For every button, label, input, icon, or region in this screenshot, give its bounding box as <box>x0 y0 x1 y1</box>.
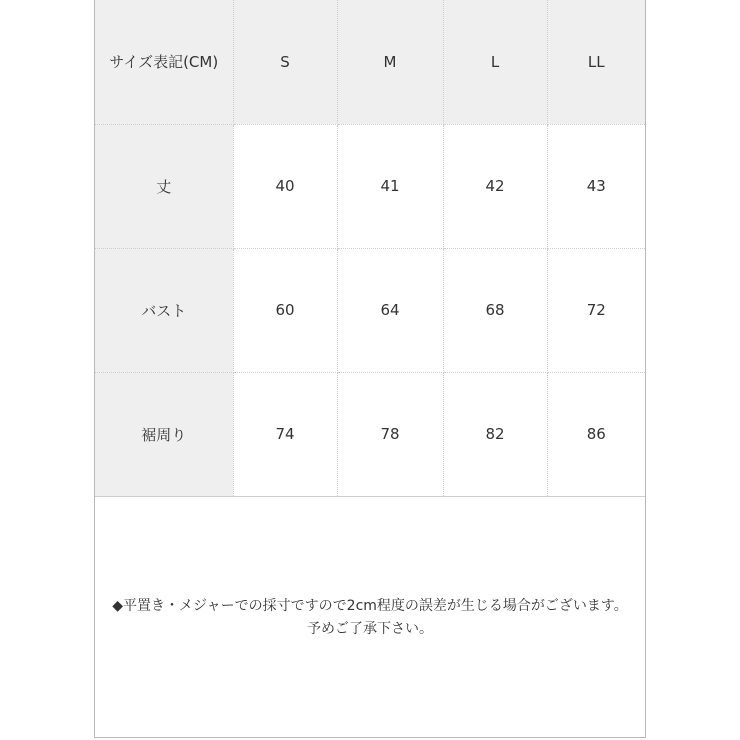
header-size-ll: LL <box>547 0 645 124</box>
header-size-label: サイズ表記(CM) <box>95 0 233 124</box>
table-cell: 74 <box>233 372 337 496</box>
table-row <box>95 248 645 372</box>
note-line-1: ◆平置き・メジャーでの採寸ですので2cm程度の誤差が生じる場合がございます。 <box>112 598 628 614</box>
table-cell: 72 <box>547 248 645 372</box>
table-cell: 82 <box>443 372 547 496</box>
table-row <box>95 372 645 496</box>
table-cell: 60 <box>233 248 337 372</box>
size-table <box>95 0 645 497</box>
note-line-2: 予めご了承下さい。 <box>307 621 433 637</box>
table-cell: 68 <box>443 248 547 372</box>
table-cell: 40 <box>233 124 337 248</box>
measurement-note <box>95 595 645 641</box>
row-label-hem: 裾周り <box>95 372 233 496</box>
size-chart-panel <box>94 0 646 738</box>
table-row <box>95 124 645 248</box>
header-row <box>95 0 645 124</box>
row-label-length: 丈 <box>95 124 233 248</box>
table-cell: 86 <box>547 372 645 496</box>
table-cell: 41 <box>337 124 443 248</box>
row-label-bust: バスト <box>95 248 233 372</box>
table-cell: 78 <box>337 372 443 496</box>
table-cell: 42 <box>443 124 547 248</box>
header-size-m: M <box>337 0 443 124</box>
header-size-s: S <box>233 0 337 124</box>
header-size-l: L <box>443 0 547 124</box>
table-cell: 64 <box>337 248 443 372</box>
table-cell: 43 <box>547 124 645 248</box>
